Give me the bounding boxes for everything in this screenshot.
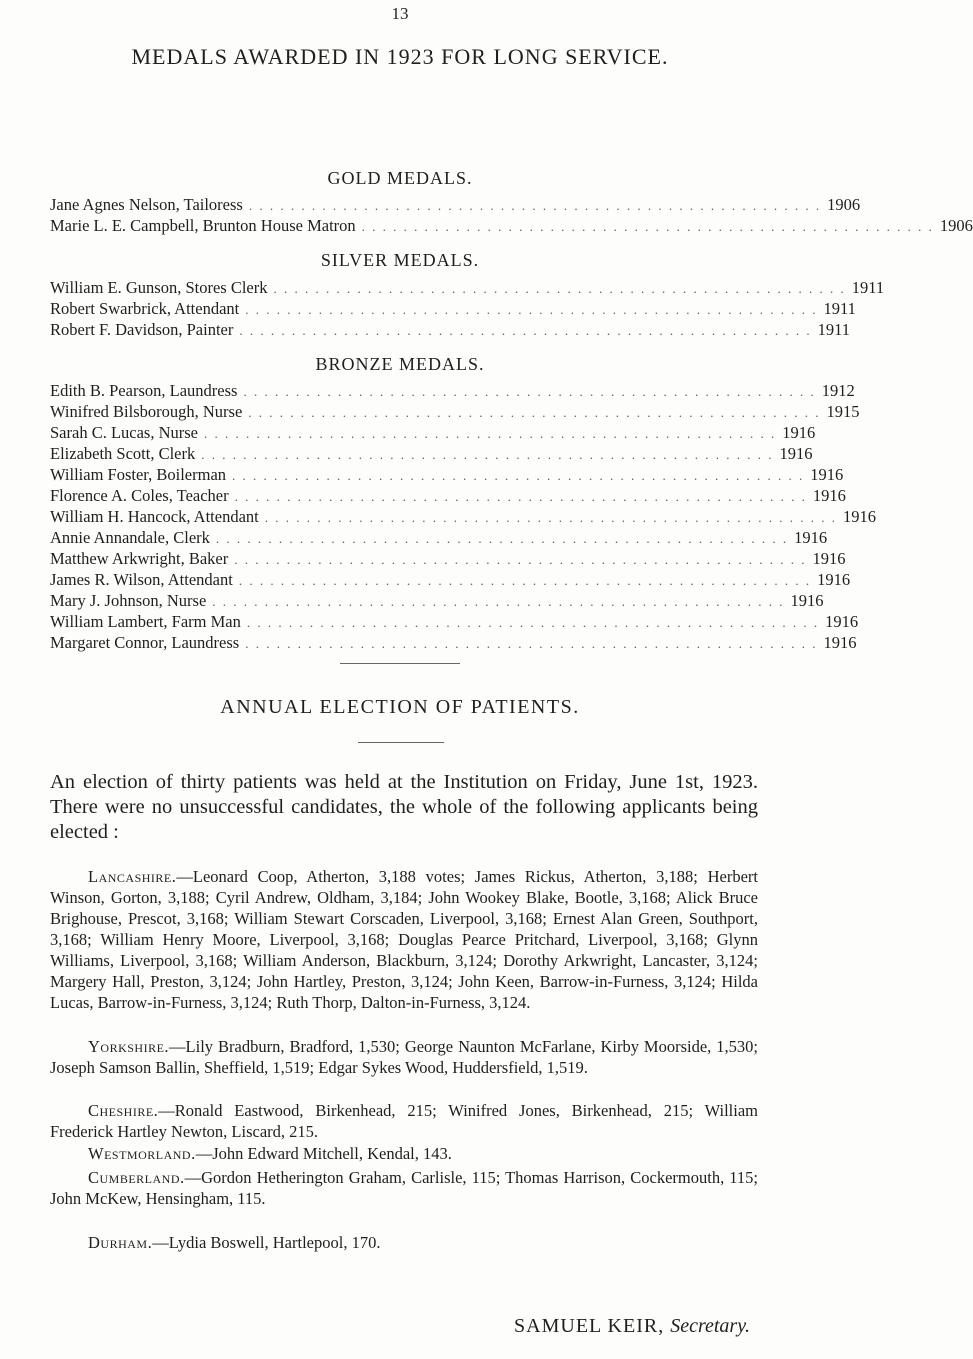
- recipient-name: Elizabeth Scott, Clerk: [50, 444, 196, 463]
- recipient-name: James R. Wilson, Attendant: [50, 570, 233, 589]
- service-year: 1916: [812, 549, 846, 568]
- dot-leader: . . . . . . . . . . . . . . . . . . . . . . . . . . . . . . . . . . . . . . . . . . . . . . . . . . . . . . .: [238, 573, 812, 588]
- recipient-name: William Lambert, Farm Man: [50, 612, 241, 631]
- county-paragraph: [50, 1143, 758, 1164]
- dot-leader: . . . . . . . . . . . . . . . . . . . . . . . . . . . . . . . . . . . . . . . . . . . . . . . . . . . . . . .: [234, 489, 807, 504]
- medal-row: [50, 298, 856, 319]
- medal-row: [50, 611, 859, 632]
- dot-leader: . . . . . . . . . . . . . . . . . . . . . . . . . . . . . . . . . . . . . . . . . . . . . . . . . . . . . . .: [232, 468, 805, 483]
- signature-name: SAMUEL KEIR,: [514, 1315, 665, 1337]
- medal-row: [50, 422, 816, 443]
- dot-leader: . . . . . . . . . . . . . . . . . . . . . . . . . . . . . . . . . . . . . . . . . . . . . . . . . . . . . . .: [243, 384, 816, 399]
- recipient-name: Edith B. Pearson, Laundress: [50, 381, 238, 400]
- service-year: 1916: [812, 486, 846, 505]
- county-patients: —Lily Bradburn, Bradford, 1,530; George Naunton McFarlane, Kirby Moorside, 1,530; Joseph Samson Ballin, Sheffield, 1,519; Edgar Sykes Wood, Huddersfield, 1,519.: [50, 1037, 758, 1077]
- recipient-name: Matthew Arkwright, Baker: [50, 549, 229, 568]
- recipient-name: Marie L. E. Campbell, Brunton House Matron: [50, 216, 356, 235]
- silver-medals-heading: SILVER MEDALS.: [320, 250, 480, 270]
- county-paragraph: [50, 1232, 758, 1253]
- medal-row: [50, 485, 846, 506]
- dot-leader: . . . . . . . . . . . . . . . . . . . . . . . . . . . . . . . . . . . . . . . . . . . . . . . . . . . . . . .: [246, 615, 820, 630]
- medal-row: [50, 632, 857, 653]
- recipient-name: Sarah C. Lucas, Nurse: [50, 423, 199, 442]
- gold-medals-heading: GOLD MEDALS.: [327, 168, 473, 188]
- county-patients: —Ronald Eastwood, Birkenhead, 215; Winifred Jones, Birkenhead, 215; William Frederick Hartley Newton, Liscard, 215.: [50, 1101, 758, 1141]
- county-name: Lancashire.: [88, 867, 177, 886]
- county-name: Westmorland.: [88, 1144, 196, 1163]
- county-patients: —Gordon Hetherington Graham, Carlisle, 115; Thomas Harrison, Cockermouth, 115; John McKew, Hensingham, 115.: [50, 1168, 758, 1208]
- medal-row: [50, 194, 861, 215]
- recipient-name: Florence A. Coles, Teacher: [50, 486, 229, 505]
- medal-row: [50, 527, 828, 548]
- recipient-name: Robert F. Davidson, Painter: [50, 320, 234, 339]
- dot-leader: . . . . . . . . . . . . . . . . . . . . . . . . . . . . . . . . . . . . . . . . . . . . . . . . . . . . . . .: [361, 219, 934, 234]
- service-year: 1906: [939, 216, 973, 235]
- county-name: Durham.: [88, 1233, 153, 1252]
- county-patients: —Lydia Boswell, Hartlepool, 170.: [152, 1233, 381, 1252]
- dot-leader: . . . . . . . . . . . . . . . . . . . . . . . . . . . . . . . . . . . . . . . . . . . . . . . . . . . . . . .: [239, 323, 812, 338]
- page-number: 13: [391, 4, 409, 23]
- gold-medals-list: [50, 194, 973, 236]
- recipient-name: Annie Annandale, Clerk: [50, 528, 210, 547]
- dot-leader: . . . . . . . . . . . . . . . . . . . . . . . . . . . . . . . . . . . . . . . . . . . . . . . . . . . . . . .: [245, 302, 818, 317]
- service-year: 1911: [817, 320, 851, 339]
- service-year: 1916: [825, 612, 859, 631]
- recipient-name: Margaret Connor, Laundress: [50, 633, 240, 652]
- dot-leader: . . . . . . . . . . . . . . . . . . . . . . . . . . . . . . . . . . . . . . . . . . . . . . . . . . . . . . .: [201, 447, 774, 462]
- medal-row: [50, 277, 885, 298]
- dot-leader: . . . . . . . . . . . . . . . . . . . . . . . . . . . . . . . . . . . . . . . . . . . . . . . . . . . . . . .: [245, 636, 818, 651]
- page-title: MEDALS AWARDED IN 1923 FOR LONG SERVICE.: [131, 44, 669, 69]
- service-year: 1911: [823, 299, 856, 318]
- medal-row: [50, 380, 855, 401]
- recipient-name: Winifred Bilsborough, Nurse: [50, 402, 243, 421]
- county-paragraph: [50, 1100, 758, 1142]
- recipient-name: Robert Swarbrick, Attendant: [50, 299, 240, 318]
- service-year: 1916: [823, 633, 857, 652]
- dot-leader: . . . . . . . . . . . . . . . . . . . . . . . . . . . . . . . . . . . . . . . . . . . . . . . . . . . . . . .: [215, 531, 789, 546]
- service-year: 1916: [843, 507, 876, 526]
- service-year: 1916: [817, 570, 851, 589]
- dot-leader: . . . . . . . . . . . . . . . . . . . . . . . . . . . . . . . . . . . . . . . . . . . . . . . . . . . . . . .: [204, 426, 777, 441]
- county-patients: —Leonard Coop, Atherton, 3,188 votes; James Rickus, Atherton, 3,188; Herbert Winson, Gorton, 3,188; Cyril Andrew, Oldham, 3,184; John Wookey Blake, Bootle, 3,168; Alick Bruce Brighouse, Prescot, 3,168; William Stewart Corscaden, Liverpool, 3,168; Ernest Alan Green, Southport, 3,168; William Henry Moore, Liverpool, 3,168; Douglas Pearce Pritchard, Liverpool, 3,168; Glynn Williams, Liverpool, 3,168; William Anderson, Blackburn, 3,124; Dorothy Arkwright, Lancaster, 3,124; Margery Hall, Preston, 3,124; John Hartley, Preston, 3,124; John Keen, Barrow-in-Furness, 3,124; Hilda Lucas, Barrow-in-Furness, 3,124; Ruth Thorp, Dalton-in-Furness, 3,124.: [50, 867, 758, 1012]
- title-underline: [358, 742, 444, 743]
- election-title: ANNUAL ELECTION OF PATIENTS.: [220, 696, 580, 718]
- medal-row: [50, 319, 851, 340]
- county-name: Cheshire.: [88, 1101, 159, 1120]
- service-year: 1906: [827, 195, 861, 214]
- county-paragraph: [50, 1036, 758, 1078]
- section-divider: [340, 663, 460, 664]
- county-name: Yorkshire.: [88, 1037, 170, 1056]
- dot-leader: . . . . . . . . . . . . . . . . . . . . . . . . . . . . . . . . . . . . . . . . . . . . . . . . . . . . . . .: [234, 552, 807, 567]
- medal-row: [50, 506, 876, 527]
- recipient-name: William E. Gunson, Stores Clerk: [50, 278, 268, 297]
- service-year: 1915: [826, 402, 860, 421]
- service-year: 1911: [851, 278, 885, 297]
- silver-medals-list: [50, 277, 885, 340]
- medal-row: [50, 464, 844, 485]
- county-patients: —John Edward Mitchell, Kendal, 143.: [195, 1144, 452, 1163]
- signature: [514, 1315, 750, 1338]
- service-year: 1916: [782, 423, 816, 442]
- medal-row: [50, 215, 973, 236]
- dot-leader: . . . . . . . . . . . . . . . . . . . . . . . . . . . . . . . . . . . . . . . . . . . . . . . . . . . . . . .: [248, 198, 822, 213]
- medal-row: [50, 590, 824, 611]
- signature-role: Secretary.: [670, 1315, 750, 1337]
- service-year: 1916: [794, 528, 828, 547]
- recipient-name: William H. Hancock, Attendant: [50, 507, 259, 526]
- dot-leader: . . . . . . . . . . . . . . . . . . . . . . . . . . . . . . . . . . . . . . . . . . . . . . . . . . . . . . .: [248, 405, 821, 420]
- recipient-name: Jane Agnes Nelson, Tailoress: [50, 195, 243, 214]
- recipient-name: Mary J. Johnson, Nurse: [50, 591, 207, 610]
- election-intro: An election of thirty patients was held at the Institution on Friday, June 1st, 1923. There were no unsuccessful candidates, the whole of the following applicants being elected :: [50, 771, 758, 843]
- medal-row: [50, 443, 813, 464]
- county-paragraph: [50, 1167, 758, 1209]
- service-year: 1916: [779, 444, 813, 463]
- medal-row: [50, 569, 851, 590]
- medal-row: [50, 548, 846, 569]
- county-name: Cumberland.: [88, 1168, 185, 1187]
- service-year: 1916: [810, 465, 844, 484]
- bronze-medals-heading: BRONZE MEDALS.: [315, 354, 485, 374]
- recipient-name: William Foster, Boilerman: [50, 465, 227, 484]
- medal-row: [50, 401, 860, 422]
- county-paragraph: [50, 866, 758, 1013]
- dot-leader: . . . . . . . . . . . . . . . . . . . . . . . . . . . . . . . . . . . . . . . . . . . . . . . . . . . . . . .: [264, 510, 837, 525]
- service-year: 1916: [790, 591, 824, 610]
- dot-leader: . . . . . . . . . . . . . . . . . . . . . . . . . . . . . . . . . . . . . . . . . . . . . . . . . . . . . . .: [273, 281, 846, 296]
- dot-leader: . . . . . . . . . . . . . . . . . . . . . . . . . . . . . . . . . . . . . . . . . . . . . . . . . . . . . . .: [212, 594, 785, 609]
- bronze-medals-list: [50, 380, 876, 653]
- service-year: 1912: [821, 381, 855, 400]
